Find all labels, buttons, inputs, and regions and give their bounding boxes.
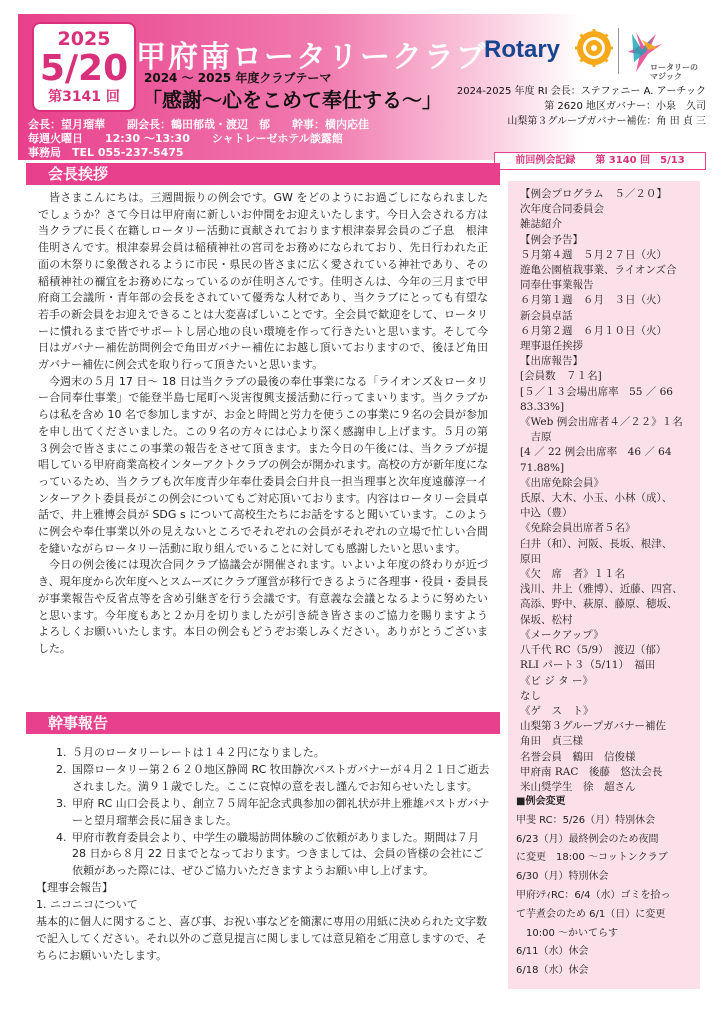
meeting-changes-list <box>516 812 700 981</box>
meeting-change-item: 6/23（月）最終例会のため夜間 <box>516 833 659 845</box>
sidebar-line: 83.33%] <box>520 400 565 413</box>
secretary-report-body <box>36 745 492 965</box>
sidebar-line: 《Web 例会出席者４／２２》１名 <box>520 416 683 429</box>
report-item: 3. 甲府 RC 山口会長より、創立７５周年記念式典参加の御礼状が井上雅雄パストガバナーと望月瑠華会長に届きました。 <box>56 796 490 827</box>
sidebar-line: 《出席免除会員》 <box>520 476 604 489</box>
meeting-change-item: 6/30（月）特別休会 <box>516 871 609 883</box>
sidebar-line: 《ビ ジ タ ー》 <box>520 674 594 687</box>
logo-separator <box>618 28 619 74</box>
sidebar-line: 【例会予告】 <box>520 233 583 246</box>
magic-label <box>650 63 698 81</box>
rotary-logo-text: Rotary <box>484 36 561 63</box>
sidebar-line: [５／１３会場出席率 55 ／ 66 <box>520 385 673 398</box>
theme-label: 2024 ～ 2025 年度クラブテーマ <box>144 71 332 85</box>
office-line: 事務局 TEL 055-237-5475 <box>28 146 184 159</box>
date-box <box>32 22 136 112</box>
sidebar-line: 吉原 <box>520 431 552 444</box>
masthead <box>18 14 706 166</box>
magic-label-text: ロータリーの マジック <box>650 63 698 81</box>
meeting-change-item: 10:00 ～かいてらす <box>516 927 618 939</box>
sidebar-line: 保坂、松村 <box>520 613 573 626</box>
previous-meeting-record: 前回例会記録 第 3140 回 5/13 <box>494 152 706 170</box>
sidebar-line: 《メークアップ》 <box>520 628 604 641</box>
meeting-change-item: 甲府ｼﾃｨRC：6/4（水）ゴミを拾っ <box>516 889 671 901</box>
sidebar-line: 《ゲ ス ト》 <box>520 704 594 717</box>
sidebar-line: 浅川、井上（雅博）、近藤、四宮、 <box>520 583 683 596</box>
sidebar-line: 氏原、大木、小玉、小林（成）、 <box>520 492 673 505</box>
board-report-item: 1. ニコニコについて <box>36 898 138 912</box>
meeting-record-sidebar <box>508 181 700 989</box>
report-item-text: 甲府市教育委員会より、中学生の職場訪問体験のご依頼がありました。期間は７月 28 日から８月 22 日までとなっております。つきましては、会員の皆様の会社にご依頼があった際には、ぜひご協力いただきますようお願い申し上げます。 <box>72 830 484 878</box>
sidebar-line: 雑誌紹介 <box>520 218 562 231</box>
meeting-changes-title: ■例会変更 <box>516 796 566 807</box>
board-report-header: 【理事会報告】 <box>36 881 113 895</box>
sidebar-line: 理事退任挨拶 <box>520 340 583 353</box>
rotary-wheel-icon <box>574 28 614 68</box>
greeting-paragraph: 今日の例会後には現次合同クラブ協議会が開催されます。いよいよ年度の終わりが近づき、現年度から次年度へとスムーズにクラブ運営が移行できるように各理事・役員・委員長が事業報告や反省点等を含め引継ぎを行う会議です。有意義な会議となるように努めたいと思います。今年度もあと２か月を切りましたが引き続き皆さまのご協力を賜りますようよろしくお願いいたします。本日の例会もどうぞお楽しみください。ありがとうございました。 <box>38 558 488 655</box>
meeting-changes <box>516 793 700 981</box>
sidebar-line: 甲府南 RAC 後藤 悠汰会長 <box>520 765 663 778</box>
meeting-change-item: 6/18（水）休会 <box>516 965 589 977</box>
meeting-change-item: 甲斐 RC：5/26（月）特別休会 <box>516 814 656 826</box>
meeting-number: 第3141 回 <box>48 89 120 105</box>
sidebar-line: 中込（豊） <box>520 507 573 520</box>
greeting-title: 会長挨拶 <box>26 163 500 185</box>
officers-line: 会長：望月瑠華 副会長：鶴田郁哉・渡辺 郁 幹事：横内応佳 <box>28 118 369 131</box>
meeting-change-item: に変更 18:00 ～コットンクラブ <box>516 852 668 864</box>
report-item: 1. ５月のロータリーレートは１４２円になりました。 <box>56 746 325 759</box>
sidebar-line: 《欠 席 者》１１名 <box>520 568 625 581</box>
greeting-body <box>38 190 488 658</box>
sidebar-line: [4 ／ 22 例会出席率 46 ／ 64 <box>520 446 672 459</box>
sidebar-line: [会員数 ７１名] <box>520 370 602 383</box>
sidebar-line: 同奉仕事業報告 <box>520 279 594 292</box>
issue-date: 5/20 <box>39 48 129 89</box>
sidebar-line: 遊亀公園植栽事業、ライオンズ合 <box>520 264 677 277</box>
sidebar-line: 高添、野中、萩原、藤原、穂坂、 <box>520 598 678 611</box>
sidebar-line: 米山奨学生 徐 超さん <box>520 780 636 793</box>
club-name: 甲府南ロータリークラブ <box>136 40 488 75</box>
secretary-report-title: 幹事報告 <box>26 712 500 734</box>
report-item: 4. 甲府市教育委員会より、中学生の職場訪問体験のご依頼がありました。期間は７月 28 日から８月 22 日までとなっております。つきましては、会員の皆様の会社にご依頼があった際には、ぜひご協力いただきますようお願い申し上げます。 <box>56 830 484 878</box>
sidebar-line: RLI パート３（5/11） 福田 <box>520 659 656 672</box>
sidebar-line: 八千代 RC（5/9） 渡辺（郁） <box>520 644 667 657</box>
ri-president: 2024-2025 年度 RI 会長：ステファニー A. アーチック <box>456 86 706 97</box>
report-item-text: 国際ロータリー第２６２０地区静岡 RC 牧田静次パストガバナーが４月２１日ご逝去されました。満９１歳でした。ここに哀悼の意を表し謹んでお知らせいたします。 <box>72 762 490 793</box>
ri-info <box>446 84 706 129</box>
meeting-record-list <box>520 187 700 795</box>
sidebar-line: 次年度合同委員会 <box>520 203 604 216</box>
sidebar-line: なし <box>520 689 541 702</box>
sidebar-line: ５月第４週 ５月２７日（火） <box>520 248 667 261</box>
meeting-line: 毎週火曜日 12:30 ～13:30 シャトレーゼホテル談露館 <box>28 132 343 145</box>
sidebar-line: 山梨第３グループガバナー補佐 <box>520 720 667 733</box>
report-item: 2. 国際ロータリー第２６２０地区静岡 RC 牧田静次パストガバナーが４月２１日ご逝去されました。満９１歳でした。ここに哀悼の意を表し謹んでお知らせいたします。 <box>56 762 490 793</box>
board-report-text: 基本的に個人に関すること、喜び事、お祝い事などを簡潔に専用の用紙に決められた文字数で記入してください。それ以外のご意見提言に関しましては意見箱をご用意しますので、そちらにお願いいたします。 <box>36 915 487 962</box>
sidebar-line: 【例会プログラム ５／２０】 <box>520 188 667 200</box>
sidebar-line: 《免除会員出席者５名》 <box>520 522 636 535</box>
meeting-change-item: 6/11（水）休会 <box>516 946 589 958</box>
club-theme: 「感謝～心をこめて奉仕する～」 <box>142 88 442 112</box>
assistant-governor: 山梨第３グループガバナー補佐：角 田 貞 三 <box>507 116 706 127</box>
sidebar-line: ６月第２週 ６月１０日（火） <box>520 324 667 337</box>
sidebar-line: 角田 貞三様 <box>520 735 583 748</box>
sidebar-line: 名誉会員 鶴田 信俊様 <box>520 750 636 763</box>
sidebar-line: 71.88%] <box>520 461 565 474</box>
greeting-paragraph: 今週末の５月 17 日～ 18 日は当クラブの最後の奉仕事業になる「ライオンズ＆ロータリー合同奉仕事業」で能登半島七尾町へ災害復興支援活動に行ってまいります。当クラブからは私を含め 10 名で参加しますが、お金と時間と労力を使うこの事業に９名の会員が参加を申し出てくださいました。この９名の方々には心より深く感謝申し上げます。５月の第３例会で皆さまにこの事業の報告をさせて頂きます。また今日の午後には、当クラブが提唱している甲府商業高校インターアクトクラブの例会が開かれます。高校の方が新年度になっているため、当クラブも次年度青少年奉仕委員会臼井良一担当理事と次年度遠藤淳一インターアクト委員長がこの例会についてもご対応頂いております。内容はロータリー会員卓話で、井上雅博会員が SDG s について高校生たちにお話をすると聞いています。このように例会や奉仕事業以外の見えないところでそれぞれの会員がそれぞれの立場で忙しい合間を縫いながらロータリー活動に取り組んでいることに対しても感謝したいと思います。 <box>38 374 488 555</box>
sidebar-line: 臼井（和）、河阪、長坂、根津、 <box>520 537 673 550</box>
report-item-text: 甲府 RC 山口会長より、創立７５周年記念式典参加の御礼状が井上雅雄パストガバナーと望月瑠華会長に届きました。 <box>72 796 490 827</box>
sidebar-line: 【出席報告】 <box>520 355 583 368</box>
meeting-change-item: て芋煮会のため 6/1（日）に変更 <box>516 908 666 920</box>
sidebar-line: 新会員卓話 <box>520 309 573 322</box>
district-governor: 第 2620 地区ガバナー：小泉 久司 <box>544 101 706 112</box>
sidebar-line: ６月第１週 ６月 ３日（火） <box>520 294 667 307</box>
issue-year: 2025 <box>57 28 111 50</box>
club-info <box>28 118 369 160</box>
sidebar-line: 原田 <box>520 552 541 565</box>
greeting-paragraph: 皆さまこんにちは。三週間振りの例会です。GW をどのようにお過ごしになられましたでしょうか？さて今日は甲府南に新しいお仲間をお迎えいたします。今日入会される方は当クラブに長く在籍しロータリー活動に貢献されております根津泰昇会員のご子息 根津佳明さんです。根津泰昇会員は稲積神社の宮司をお務めになられており、先日行われた正面の木祭りに象徴されるように市民・県民の皆さまに広く愛されている神社であり、その稲積神社の禰宜をお務めになっているのが佳明さんです。佳明さんは、今年の三月まで甲府商工会議所・青年部の会長をされていて優秀な人材であり、当クラブにとっても有望な若手の新会員をお迎えできることは大変喜ばしいことです。全会員で歓迎をして、ロータリーに慣れるまで皆でサポートし居心地の良い環境を作って行きたいと思います。そして今日はガバナー補佐訪問例会で角田ガバナー補佐にお越し頂いておりますので、後ほど角田ガバナー補佐に例会式を取り行って頂きたいと思います。 <box>38 191 488 372</box>
report-item-text: ５月のロータリーレートは１４２円になりました。 <box>72 746 325 759</box>
